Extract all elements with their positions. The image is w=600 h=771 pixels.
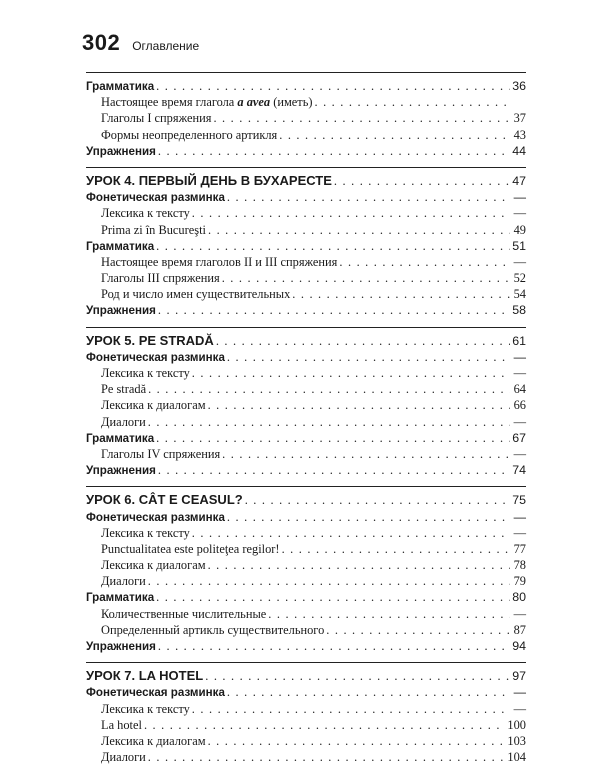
running-title: Оглавление <box>132 39 200 53</box>
toc-entry-title: Фонетическая разминка <box>86 510 225 524</box>
toc-subentry[interactable] <box>86 397 526 413</box>
toc-page-number: 74 <box>512 463 526 478</box>
dot-leader <box>282 541 510 557</box>
toc-page-number: 47 <box>512 173 526 188</box>
toc-entry-title: УРОК 5. PE STRADĂ <box>86 332 214 348</box>
toc-page-number: — <box>513 509 526 524</box>
dot-leader <box>148 573 510 589</box>
toc-subentry[interactable] <box>86 541 526 557</box>
page-header <box>82 30 199 56</box>
dot-leader <box>148 749 506 765</box>
dot-leader <box>192 205 510 221</box>
toc-entry-title: Глаголы I спряжения <box>101 111 212 126</box>
toc-page-number: 43 <box>513 127 526 142</box>
dot-leader <box>148 414 510 430</box>
dot-leader <box>213 110 510 126</box>
toc-page-number: 87 <box>513 622 526 637</box>
toc-page-number: 79 <box>513 574 526 589</box>
toc-page-number: — <box>513 254 526 269</box>
toc-page-number: 51 <box>512 238 526 253</box>
toc-subentry[interactable] <box>86 110 526 126</box>
toc-entry-title: Лексика к тексту <box>101 525 190 540</box>
toc-section-entry[interactable] <box>86 589 526 605</box>
toc-subentry[interactable] <box>86 270 526 286</box>
dot-leader <box>192 365 510 381</box>
toc-subentry[interactable] <box>86 733 526 749</box>
toc-entry-title: Фонетическая разминка <box>86 191 225 205</box>
toc-page-number: 80 <box>512 590 526 605</box>
dot-leader <box>205 668 510 684</box>
toc-page-number: — <box>513 701 526 716</box>
toc-entry-title: Диалоги <box>101 414 146 429</box>
toc-page-number: — <box>513 606 526 621</box>
toc-subentry[interactable] <box>86 381 526 397</box>
dot-leader <box>158 462 510 478</box>
toc-entry-title: Лексика к диалогам <box>101 733 206 748</box>
toc-entry-title: Грамматика <box>86 591 155 605</box>
toc-section-entry[interactable] <box>86 684 526 700</box>
toc-entry-title: Prima zi în Bucureşti <box>101 222 206 237</box>
toc-subentry[interactable] <box>86 446 526 462</box>
toc-entry-title: La hotel <box>101 717 142 732</box>
section-divider <box>86 327 526 328</box>
toc-section-entry[interactable] <box>86 78 526 94</box>
toc-entry-title: Упражнения <box>86 144 156 158</box>
toc-page-number: 36 <box>512 79 526 93</box>
toc-entry-title: Фонетическая разминка <box>86 686 225 700</box>
toc-section-entry[interactable] <box>86 462 526 478</box>
toc-section-entry[interactable] <box>86 349 526 365</box>
toc-subentry[interactable] <box>86 205 526 221</box>
dot-leader <box>326 622 510 638</box>
toc-page-number: 77 <box>513 541 526 556</box>
toc-subentry[interactable] <box>86 525 526 541</box>
toc-entry-title: Грамматика <box>86 239 155 253</box>
toc-page-number: 44 <box>512 143 526 158</box>
toc-section-entry[interactable] <box>86 189 526 205</box>
toc-section <box>86 492 526 654</box>
toc-page-number: 97 <box>512 669 526 684</box>
dot-leader <box>279 127 510 143</box>
dot-leader <box>268 606 510 622</box>
toc-entry-title: Лексика к тексту <box>101 206 190 221</box>
toc-subentry[interactable] <box>86 557 526 573</box>
toc-page-number: — <box>513 190 526 205</box>
toc-entry-title: Pe stradă <box>101 382 147 397</box>
toc-subentry[interactable] <box>86 127 526 143</box>
dot-leader <box>148 381 510 397</box>
toc-entry-title: Диалоги <box>101 750 146 765</box>
toc-entry-title: Упражнения <box>86 640 156 653</box>
toc-page-number: — <box>513 685 526 700</box>
toc-entry-title: Определенный артикль существительного <box>101 622 325 637</box>
toc-page-number: 75 <box>512 493 526 508</box>
dot-leader <box>192 701 510 717</box>
dot-leader <box>158 302 510 318</box>
toc-lesson-entry[interactable] <box>86 492 526 508</box>
toc-entry-title: Диалоги <box>101 574 146 589</box>
toc-page-number: — <box>513 525 526 540</box>
toc-subentry[interactable] <box>86 414 526 430</box>
toc-section <box>86 173 526 319</box>
toc-entry-title: Лексика к диалогам <box>101 558 206 573</box>
toc-page-number: 100 <box>507 717 526 732</box>
toc-page-number: — <box>513 446 526 461</box>
dot-leader <box>227 684 510 700</box>
toc-subentry[interactable] <box>86 286 526 302</box>
toc-page-number: — <box>513 366 526 380</box>
toc-lesson-entry[interactable] <box>86 668 526 684</box>
toc-page-number: 52 <box>513 271 526 286</box>
toc-section-entry[interactable] <box>86 509 526 525</box>
toc-page-number: — <box>513 349 526 364</box>
toc-page-number: 37 <box>513 111 526 126</box>
table-of-contents <box>86 70 526 771</box>
toc-subentry[interactable] <box>86 749 526 765</box>
toc-section <box>86 78 526 159</box>
dot-leader <box>156 589 510 605</box>
toc-page-number: — <box>513 206 526 221</box>
toc-entry-title: Настоящее время глаголов II и III спряжения <box>101 254 338 269</box>
toc-entry-title: Формы неопределенного артикля <box>101 127 278 142</box>
toc-entry-title: УРОК 6. CÂT E CEASUL? <box>86 492 243 508</box>
toc-entry-title: Лексика к тексту <box>101 366 190 380</box>
dot-leader <box>158 143 510 159</box>
toc-page-number: 104 <box>507 750 526 765</box>
page-number: 302 <box>82 30 121 55</box>
toc-page-number: 66 <box>513 398 526 413</box>
toc-entry-title: Грамматика <box>86 80 155 93</box>
dot-leader <box>292 286 510 302</box>
toc-entry-title: Глаголы IV спряжения <box>101 446 221 461</box>
toc-entry-title: УРОК 7. LA HOTEL <box>86 668 204 684</box>
toc-entry-title: Грамматика <box>86 431 155 445</box>
dot-leader <box>245 492 510 508</box>
toc-subentry[interactable] <box>86 622 526 638</box>
toc-page-number: 78 <box>513 558 526 573</box>
toc-section-entry[interactable] <box>86 302 526 318</box>
toc-page-number: 67 <box>512 430 526 445</box>
dot-leader <box>208 397 510 413</box>
toc-entry-title: УРОК 4. ПЕРВЫЙ ДЕНЬ В БУХАРЕСТЕ <box>86 172 332 188</box>
toc-subentry[interactable] <box>86 606 526 622</box>
toc-lesson-entry[interactable] <box>86 173 526 189</box>
toc-lesson-entry[interactable] <box>86 333 526 349</box>
dot-leader <box>227 509 510 525</box>
toc-subentry[interactable] <box>86 254 526 270</box>
toc-page-number: 49 <box>513 222 526 237</box>
toc-section-entry[interactable] <box>86 143 526 159</box>
dot-leader <box>208 557 510 573</box>
toc-page-number: 64 <box>513 382 526 397</box>
dot-leader <box>227 189 510 205</box>
toc-section-entry[interactable] <box>86 638 526 654</box>
section-divider <box>86 486 526 487</box>
dot-leader <box>156 238 510 254</box>
toc-entry-title: Лексика к диалогам <box>101 398 206 413</box>
toc-subentry[interactable] <box>86 365 526 381</box>
dot-leader <box>222 270 510 286</box>
toc-entry-title: Фонетическая разминка <box>86 350 225 364</box>
dot-leader <box>158 638 510 654</box>
dot-leader <box>208 733 506 749</box>
dot-leader <box>314 94 510 110</box>
dot-leader <box>339 254 510 270</box>
toc-section-entry[interactable] <box>86 430 526 446</box>
toc-subentry[interactable] <box>86 573 526 589</box>
toc-page-number: — <box>513 414 526 429</box>
section-divider <box>86 72 526 73</box>
dot-leader <box>208 222 510 238</box>
dot-leader <box>222 446 510 462</box>
dot-leader <box>192 525 510 541</box>
section-divider <box>86 662 526 663</box>
toc-subentry[interactable] <box>86 222 526 238</box>
dot-leader <box>156 78 510 94</box>
toc-entry-title: Количественные числительные <box>101 606 267 621</box>
toc-page-number: 54 <box>513 287 526 302</box>
toc-entry-title: Род и число имен существительных <box>101 287 291 302</box>
toc-entry-title: Упражнения <box>86 304 156 318</box>
toc-subentry[interactable] <box>86 701 526 717</box>
dot-leader <box>216 333 510 349</box>
toc-page-number: 58 <box>512 303 526 318</box>
toc-entry-title: Punctualitatea este politeţea regilor! <box>101 541 280 556</box>
toc-entry-title: Глаголы III спряжения <box>101 271 220 286</box>
toc-section <box>86 668 526 765</box>
toc-page-number: 61 <box>512 333 526 348</box>
toc-entry-title: Настоящее время глагола a avea (иметь) <box>101 95 313 110</box>
dot-leader <box>144 717 505 733</box>
toc-section <box>86 333 526 479</box>
toc-section-entry[interactable] <box>86 238 526 254</box>
dot-leader <box>156 430 510 446</box>
section-divider <box>86 167 526 168</box>
toc-subentry[interactable] <box>86 94 526 110</box>
toc-entry-title: Упражнения <box>86 464 156 478</box>
toc-page-number: 94 <box>512 639 526 653</box>
dot-leader <box>227 349 510 365</box>
toc-subentry[interactable] <box>86 717 526 733</box>
toc-entry-title: Лексика к тексту <box>101 701 190 716</box>
toc-page-number: 103 <box>507 733 526 748</box>
dot-leader <box>334 173 510 189</box>
